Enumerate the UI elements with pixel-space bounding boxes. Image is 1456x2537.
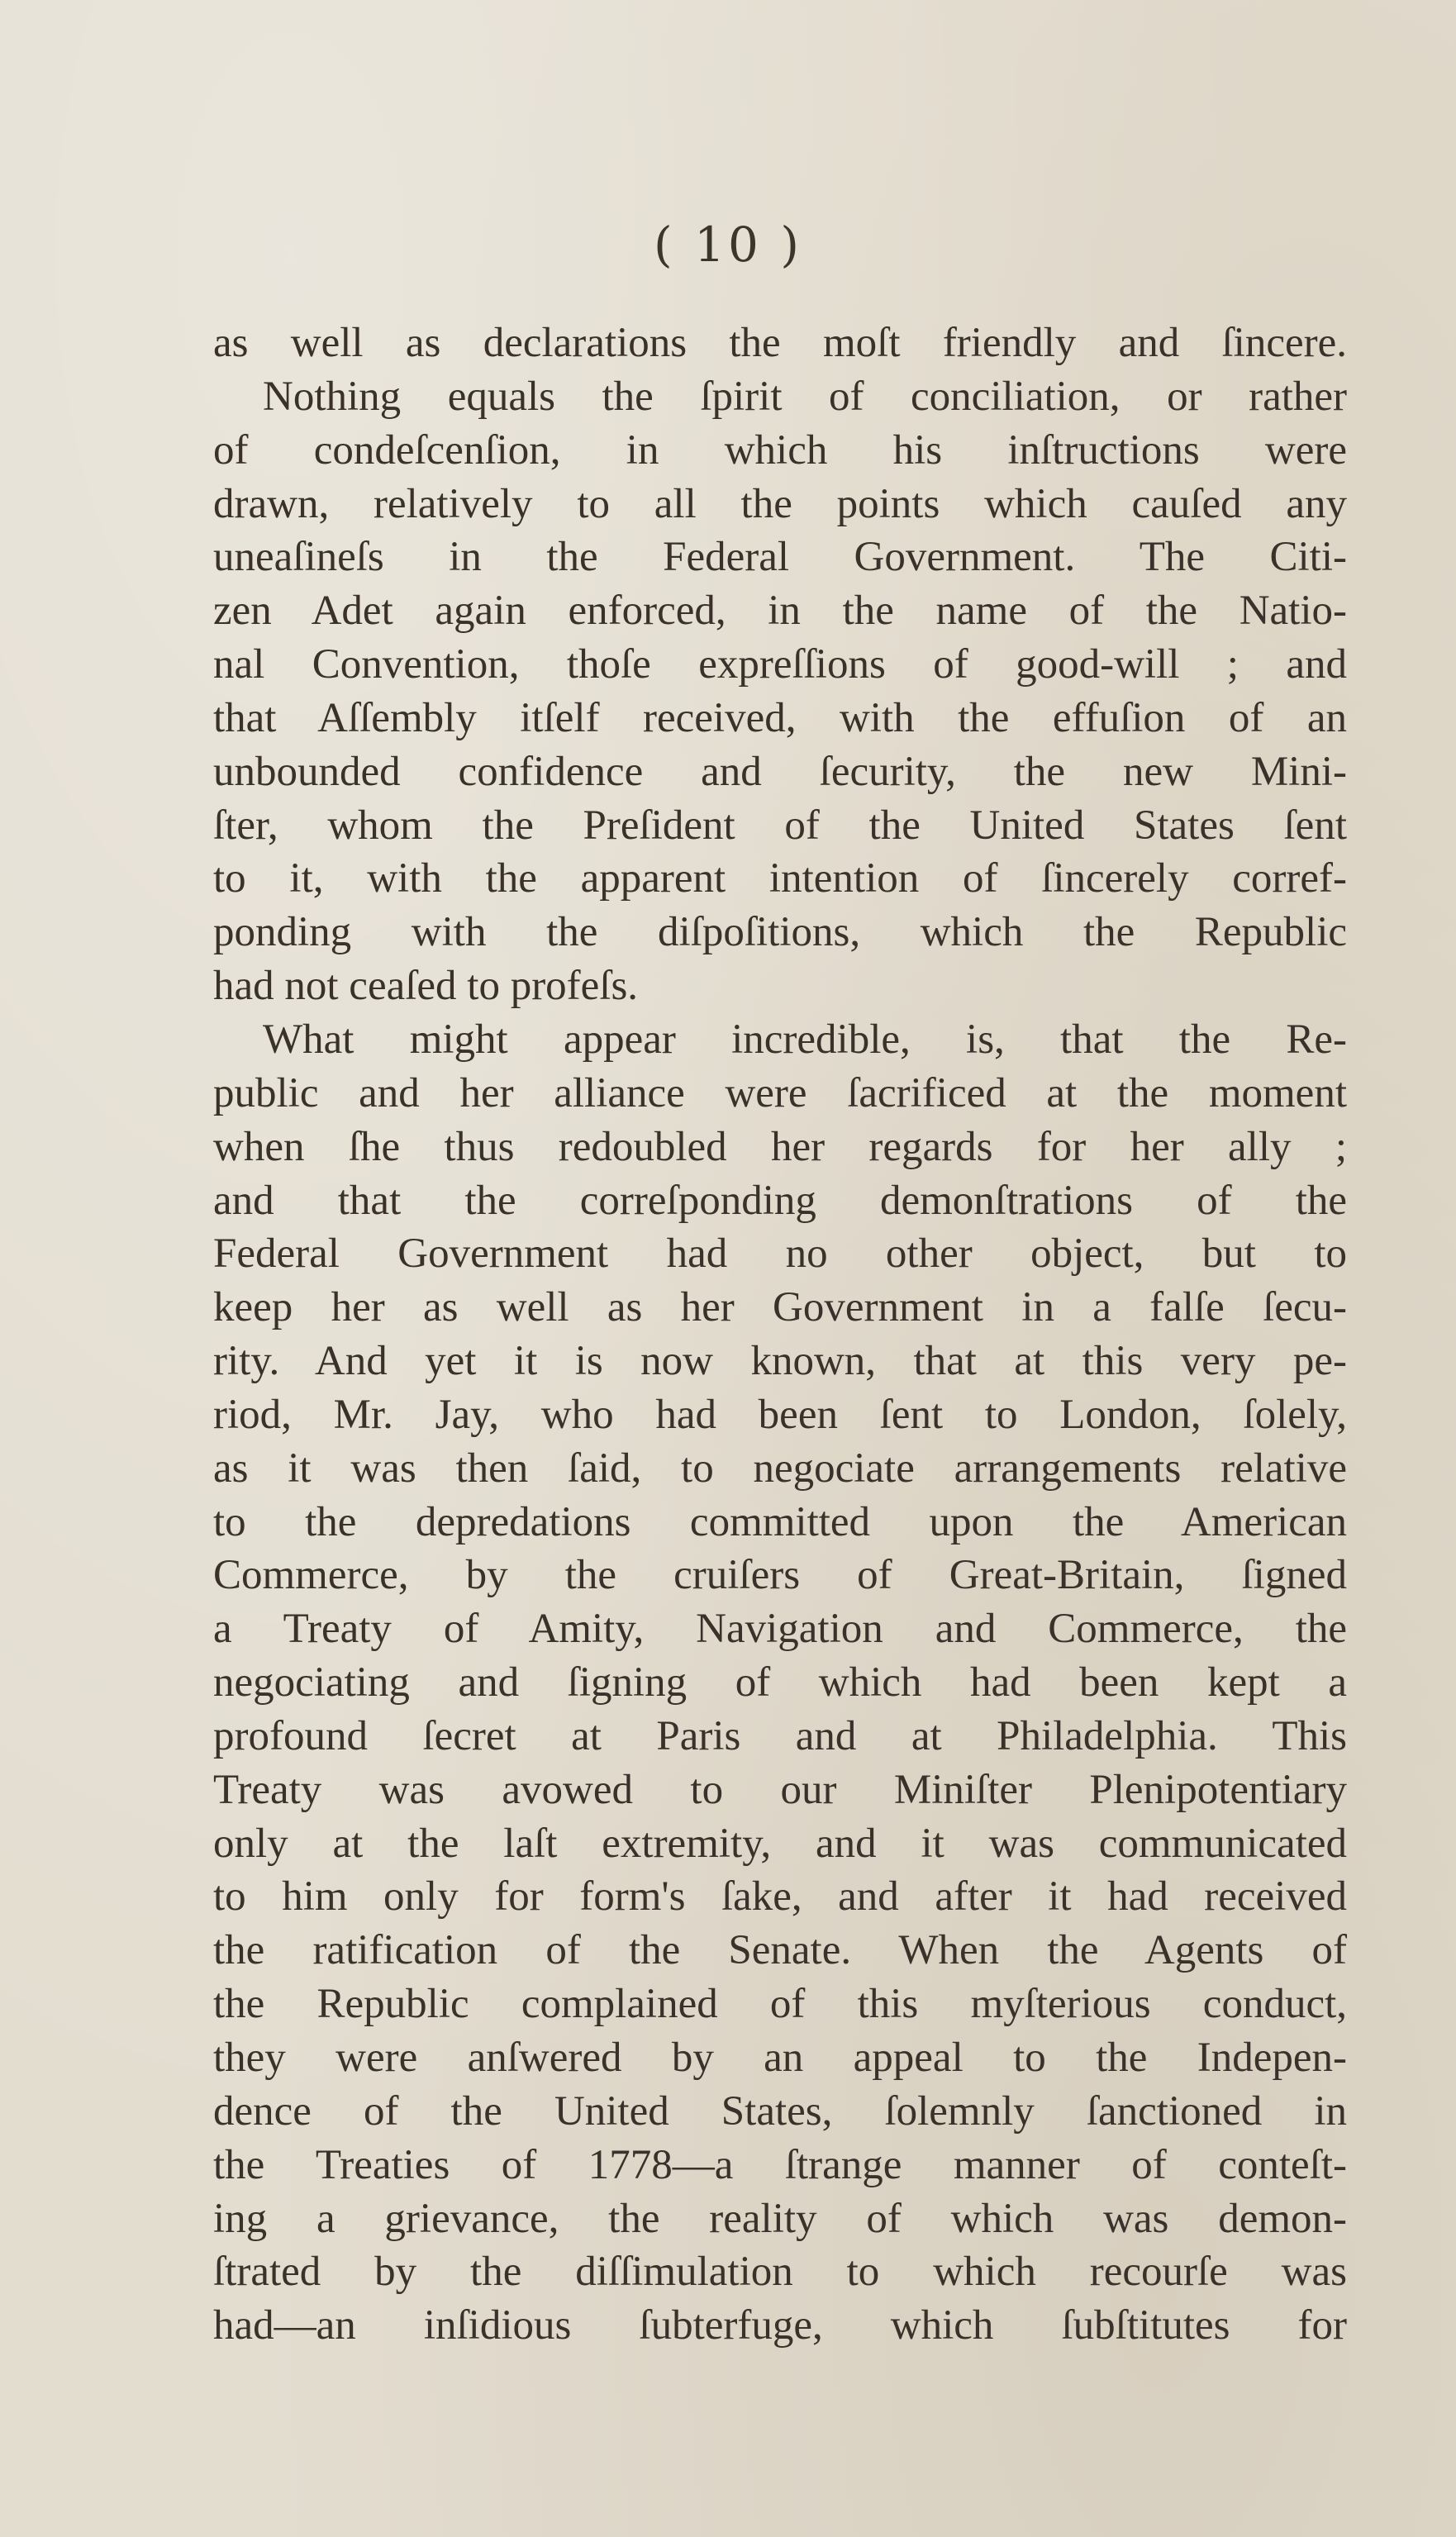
text-line: of condeſcenſion, in which his inſtructions were: [213, 426, 1347, 474]
text-line: ing a grievance, the reality of which was demon-: [213, 2195, 1347, 2242]
text-line: the Treaties of 1778—a ſtrange manner of conteſt-: [213, 2141, 1347, 2188]
text-line: the ratification of the Senate. When the Agents of: [213, 1927, 1347, 1974]
text-line: drawn, relatively to all the points which cauſed any: [213, 480, 1347, 527]
text-line: as it was then ſaid, to negociate arrangements relative: [213, 1445, 1347, 1492]
text-line: nal Convention, thoſe expreſſions of good-will ; and: [213, 641, 1347, 688]
text-line: Treaty was avowed to our Miniſter Plenipotentiary: [213, 1766, 1347, 1813]
paragraph-first-line: Nothing equals the ſpirit of conciliation, or rather: [263, 373, 1347, 420]
text-line: profound ſecret at Paris and at Philadelphia. This: [213, 1712, 1347, 1759]
text-line: rity. And yet it is now known, that at this very pe-: [213, 1338, 1347, 1385]
text-line: only at the laſt extremity, and it was communicated: [213, 1820, 1347, 1867]
page-number-header: ( 10 ): [654, 217, 802, 273]
text-line: dence of the United States, ſolemnly ſanctioned in: [213, 2087, 1347, 2135]
text-line: and that the correſponding demonſtrations of the: [213, 1177, 1347, 1224]
text-line: to him only for form's ſake, and after it had received: [213, 1873, 1347, 1921]
text-line: that Aſſembly itſelf received, with the effuſion of an: [213, 694, 1347, 741]
text-line: as well as declarations the moſt friendly and ſincere.: [213, 320, 1347, 366]
text-line: negociating and ſigning of which had been kept a: [213, 1659, 1347, 1706]
text-line: Commerce, by the cruiſers of Great-Britain, ſigned: [213, 1552, 1347, 1599]
text-line: ſtrated by the diſſimulation to which recourſe was: [213, 2249, 1347, 2296]
text-line: they were anſwered by an appeal to the Indepen-: [213, 2035, 1347, 2081]
text-line: zen Adet again enforced, in the name of the Natio-: [213, 588, 1347, 635]
text-line: ponding with the diſpoſitions, which the Republic: [213, 909, 1347, 956]
text-line: riod, Mr. Jay, who had been ſent to London, ſolely,: [213, 1391, 1347, 1438]
paragraph-last-line: had not ceaſed to profeſs.: [213, 963, 639, 1010]
text-line: public and her alliance were ſacrificed at the moment: [213, 1069, 1347, 1116]
text-line: Federal Government had no other object, but to: [213, 1230, 1347, 1278]
text-line: keep her as well as her Government in a falſe ſecu-: [213, 1284, 1347, 1331]
body-text: [213, 317, 1347, 2353]
paragraph-first-line: What might appear incredible, is, that the Re-: [263, 1016, 1347, 1063]
text-line: a Treaty of Amity, Navigation and Commerce, the: [213, 1606, 1347, 1653]
text-line: had—an inſidious ſubterfuge, which ſubſtitutes for: [213, 2302, 1347, 2349]
text-line: unbounded confidence and ſecurity, the new Mini-: [213, 748, 1347, 795]
text-line: uneaſineſs in the Federal Government. The Citi-: [213, 534, 1347, 581]
text-line: to it, with the apparent intention of ſincerely corref-: [213, 855, 1347, 902]
text-line: the Republic complained of this myſterious conduct,: [213, 1981, 1347, 2028]
text-line: when ſhe thus redoubled her regards for her ally ;: [213, 1123, 1347, 1170]
text-line: ſter, whom the Preſident of the United States ſent: [213, 802, 1347, 849]
text-line: to the depredations committed upon the American: [213, 1498, 1347, 1545]
